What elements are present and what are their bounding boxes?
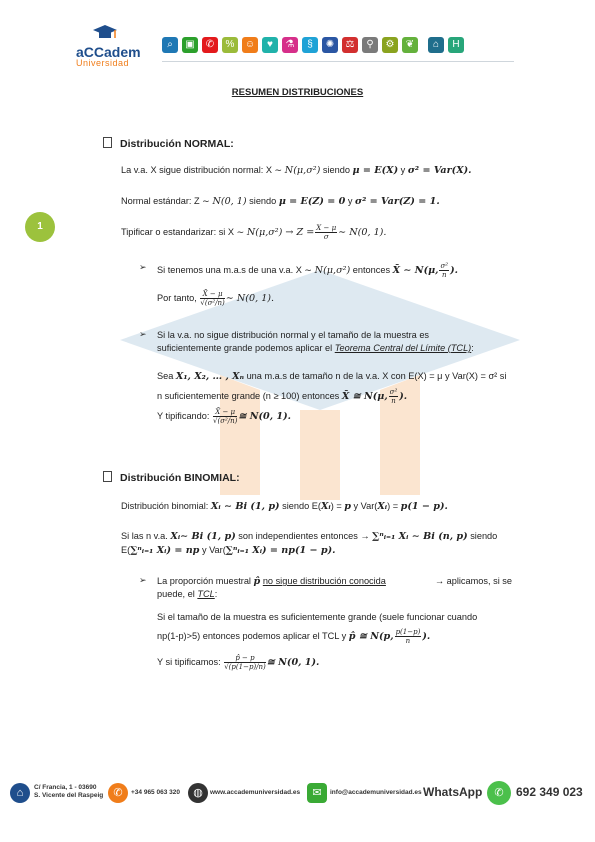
binomial-bullet-1-sub1: Si el tamaño de la muestra es suficientemente grande (suele funcionar cuando [157,612,478,622]
footer-whatsapp-label: WhatsApp [423,785,483,799]
brand-logo [76,44,141,68]
footer-email[interactable]: info@accademuniversidad.es [330,789,422,796]
atom-icon: ✺ [322,37,338,53]
normal-bullet-2-sub1: Sea X₁, X₂, … , Xₙ una m.a.s de tamaño n de la v.a. X con E(X) = μ y Var(X) = σ² si [157,371,507,382]
header-icon-row [162,37,468,53]
watermark-mortarboard [90,270,530,500]
arrow-bullet-icon: ➢ [139,575,147,585]
footer [10,780,590,806]
building-icon: ⌂ [428,37,444,53]
home-icon: ⌂ [10,783,30,803]
leaf-icon: ❦ [402,37,418,53]
brand-sub: Universidad [76,58,130,68]
binomial-bullet-1-sub2: np(1-p)>5) entonces podemos aplicar el TCL y p̂ ≅ N(p, $\frac{p(1-p)}{n}$ ). [157,628,431,645]
gear-icon: ⚙ [382,37,398,53]
header-divider [162,61,514,62]
page-title: RESUMEN DISTRIBUCIONES [231,87,364,98]
percent-icon: % [222,37,238,53]
normal-bullet-1-sub: Por tanto, $\frac{X̄ - \mu}{\text{√(σ²/n)}}$ ∼ N(0, 1). [157,290,275,307]
brand-name: aCCadem [76,44,141,60]
megaphone-icon: ✆ [202,37,218,53]
footer-whatsapp-number[interactable]: 692 349 023 [516,785,583,799]
whatsapp-icon: ✆ [487,781,511,805]
search-icon: ⚲ [362,37,378,53]
section-normal-heading: Distribución NORMAL: [103,137,234,150]
hospital-icon: H [448,37,464,53]
presentation-icon: ▣ [182,37,198,53]
footer-phone[interactable]: +34 965 063 320 [131,789,180,796]
checkbox-bullet-icon [103,137,112,148]
footer-address-2: S. Vicente del Raspeig [34,792,104,799]
binomial-line-1: Distribución binomial: Xᵢ ∼ Bi (1, p) siendo E(Xᵢ) = p y Var(Xᵢ) = p(1 − p). [121,501,448,512]
dna-icon: § [302,37,318,53]
binomial-line-2: Si las n v.a. Xᵢ∼ Bi (1, p) son independientes entonces → ∑ⁿᵢ₌₁ Xᵢ ∼ Bi (n, p) siendo [121,531,498,542]
footer-address-1: C/ Francia, 1 - 03690 [34,784,97,791]
footer-web[interactable]: www.accademuniversidad.es [210,789,301,796]
globe-icon: ◍ [188,783,208,803]
checkbox-bullet-icon [103,471,112,482]
normal-bullet-2: Si la v.a. no sigue distribución normal y el tamaño de la muestra es suficientemente grande podemos aplicar el Teorema Central del Límite (TCL): [157,330,474,353]
logo-cap-icon [92,24,118,44]
normal-bullet-2-sub2: n suficientemente grande (n ≥ 100) entonces X̄ ≅ N(μ, $\frac{\text{σ²}}{n}$ ). [157,388,408,405]
flask-icon: ⚗ [282,37,298,53]
binomial-bullet-1: La proporción muestral p̂ no sigue distribución conocida → aplicamos, si se puede, el TCL: [157,576,512,599]
health-icon: ♥ [262,37,278,53]
scales-icon: ⚖ [342,37,358,53]
binomial-bullet-1-sub3: Y si tipificamos: $\frac{p̂ - p}{√(p(1-p)/n)}$ ≅ N(0, 1). [157,654,320,671]
phone-icon: ✆ [108,783,128,803]
binomial-line-3: E(∑ⁿᵢ₌₁ Xᵢ) = np y Var(∑ⁿᵢ₌₁ Xᵢ) = np(1 − p). [121,545,336,556]
page-number-badge: 1 [25,212,55,242]
normal-line-1: La v.a. X sigue distribución normal: X ∼ N(μ,σ²) siendo μ = E(X) y σ² = Var(X). [121,165,472,176]
normal-bullet-1: Si tenemos una m.a.s de una v.a. X ∼ N(μ,σ²) entonces X̄ ∼ N(μ, $\frac{\text{σ²}}{n}$ ). [157,262,458,279]
people-icon: ☺ [242,37,258,53]
normal-line-3: Tipificar o estandarizar: si X ∼ N(μ,σ²) → Z = $\frac{X - \mu}{\sigma}$ ∼ N(0, 1). [121,224,387,241]
mail-icon: ✉ [307,783,327,803]
tcl-link: Teorema Central del Límite (TCL) [334,343,472,353]
arrow-bullet-icon: ➢ [139,329,147,339]
chart-icon: ⌕ [162,37,178,53]
normal-bullet-2-sub3: Y tipificando: $\frac{X̄ - \mu}{\text{√(σ²/n)}}$ ≅ N(0, 1). [157,408,291,425]
normal-line-2: Normal estándar: Z ∼ N(0, 1) siendo μ = E(Z) = 0 y σ² = Var(Z) = 1. [121,196,440,207]
section-binomial-heading: Distribución BINOMIAL: [103,471,240,484]
arrow-bullet-icon: ➢ [139,262,147,272]
